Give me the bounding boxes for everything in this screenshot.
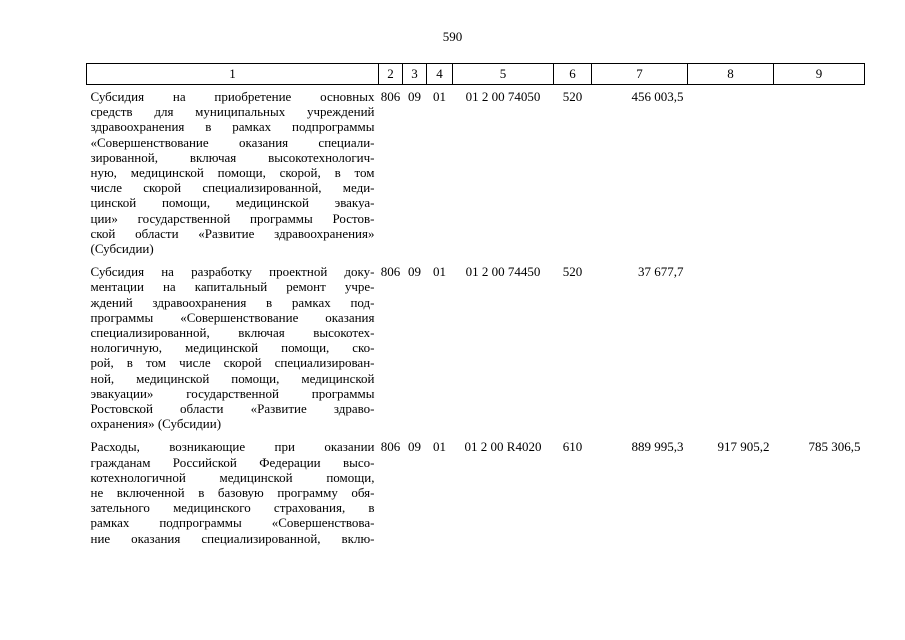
amount-col9	[774, 260, 865, 435]
ministry-code: 806	[380, 264, 401, 280]
description-line: нологичную, медицинской помощи, ско-	[90, 340, 375, 356]
description-line: цинской помощи, медицинской эвакуа-	[90, 195, 375, 211]
description-line: здравоохранения в рамках подпрограммы	[90, 119, 375, 135]
expense-type-code: 520	[562, 89, 583, 104]
header-cell: 2	[379, 64, 403, 85]
ministry-code: 806	[380, 439, 401, 455]
subsection-code: 01	[433, 264, 446, 280]
amount-col8	[688, 85, 774, 261]
header-cell: 1	[87, 64, 379, 85]
description-line: эвакуации» государственной программы	[90, 385, 375, 401]
ministry-code: 806	[380, 89, 401, 104]
description-line: программы «Совершенствование оказания	[90, 309, 375, 325]
budget-table	[86, 63, 865, 550]
amount-col7: 456 003,5	[631, 89, 684, 104]
description-line: ментации на капитальный ремонт учре-	[90, 279, 375, 295]
page-number: 590	[442, 29, 463, 44]
description-line: Расходы, возникающие при оказании	[90, 439, 375, 455]
subsection-code: 01	[433, 89, 446, 104]
description-line: «Совершенствование оказания специали-	[90, 134, 375, 150]
description-line: специализированной, включая высокотех-	[90, 325, 375, 341]
description-line: ской области «Развитие здравоохранения»	[90, 225, 375, 241]
amount-col8	[688, 260, 774, 435]
description-line: Ростовской области «Развитие здраво-	[90, 401, 375, 417]
description-line: рой, в том числе скорой специализирован-	[90, 355, 375, 371]
row-description	[87, 85, 379, 261]
description-line: зированной, включая высокотехнологич-	[90, 149, 375, 165]
description-line: ции» государственной программы Ростов-	[90, 210, 375, 226]
amount-col8: 917 905,2	[717, 439, 770, 455]
description-line: не включенной в базовую программу обя-	[90, 485, 375, 501]
header-cell: 9	[774, 64, 865, 85]
table-row	[87, 85, 865, 261]
description-line: гражданам Российской Федерации высо-	[90, 454, 375, 470]
description-line: охранения» (Субсидии)	[90, 416, 222, 432]
amount-col7: 889 995,3	[631, 439, 684, 455]
description-line: рамках подпрограммы «Совершенствова-	[90, 515, 375, 531]
header-cell: 3	[403, 64, 427, 85]
expense-type-code: 610	[562, 439, 583, 455]
description-line: Субсидия на разработку проектной доку-	[90, 264, 375, 280]
table-row	[87, 260, 865, 435]
section-code: 09	[408, 89, 421, 104]
description-line: ждений здравоохранения в рамках под-	[90, 294, 375, 310]
description-line: ной, медицинской помощи, медицинской	[90, 370, 375, 386]
amount-col9: 785 306,5	[808, 439, 861, 455]
header-cell: 8	[688, 64, 774, 85]
header-cell: 4	[427, 64, 453, 85]
subsection-code: 01	[433, 439, 446, 455]
header-cell: 5	[453, 64, 554, 85]
description-line: ние оказания специализированной, вклю-	[90, 530, 375, 546]
amount-col9	[774, 85, 865, 261]
description-line: зательного медицинского страхования, в	[90, 500, 375, 516]
amount-col7: 37 677,7	[638, 264, 684, 280]
description-line: котехнологичной медицинской помощи,	[90, 469, 375, 485]
row-description	[87, 435, 379, 549]
target-article-code: 01 2 00 74050	[465, 89, 541, 104]
description-line: средств для муниципальных учреждений	[90, 104, 375, 120]
description-line: числе скорой специализированной, меди-	[90, 180, 375, 196]
description-line: ную, медицинской помощи, скорой, в том	[90, 165, 375, 181]
table-header-row	[87, 64, 865, 85]
expense-type-code: 520	[562, 264, 583, 280]
section-code: 09	[408, 264, 421, 280]
description-line: (Субсидии)	[90, 241, 154, 257]
target-article-code: 01 2 00 R4020	[464, 439, 542, 455]
header-cell: 6	[554, 64, 592, 85]
description-line: Субсидия на приобретение основных	[90, 89, 375, 104]
header-cell: 7	[592, 64, 688, 85]
section-code: 09	[408, 439, 421, 455]
target-article-code: 01 2 00 74450	[465, 264, 541, 280]
table-row	[87, 435, 865, 549]
row-description	[87, 260, 379, 435]
